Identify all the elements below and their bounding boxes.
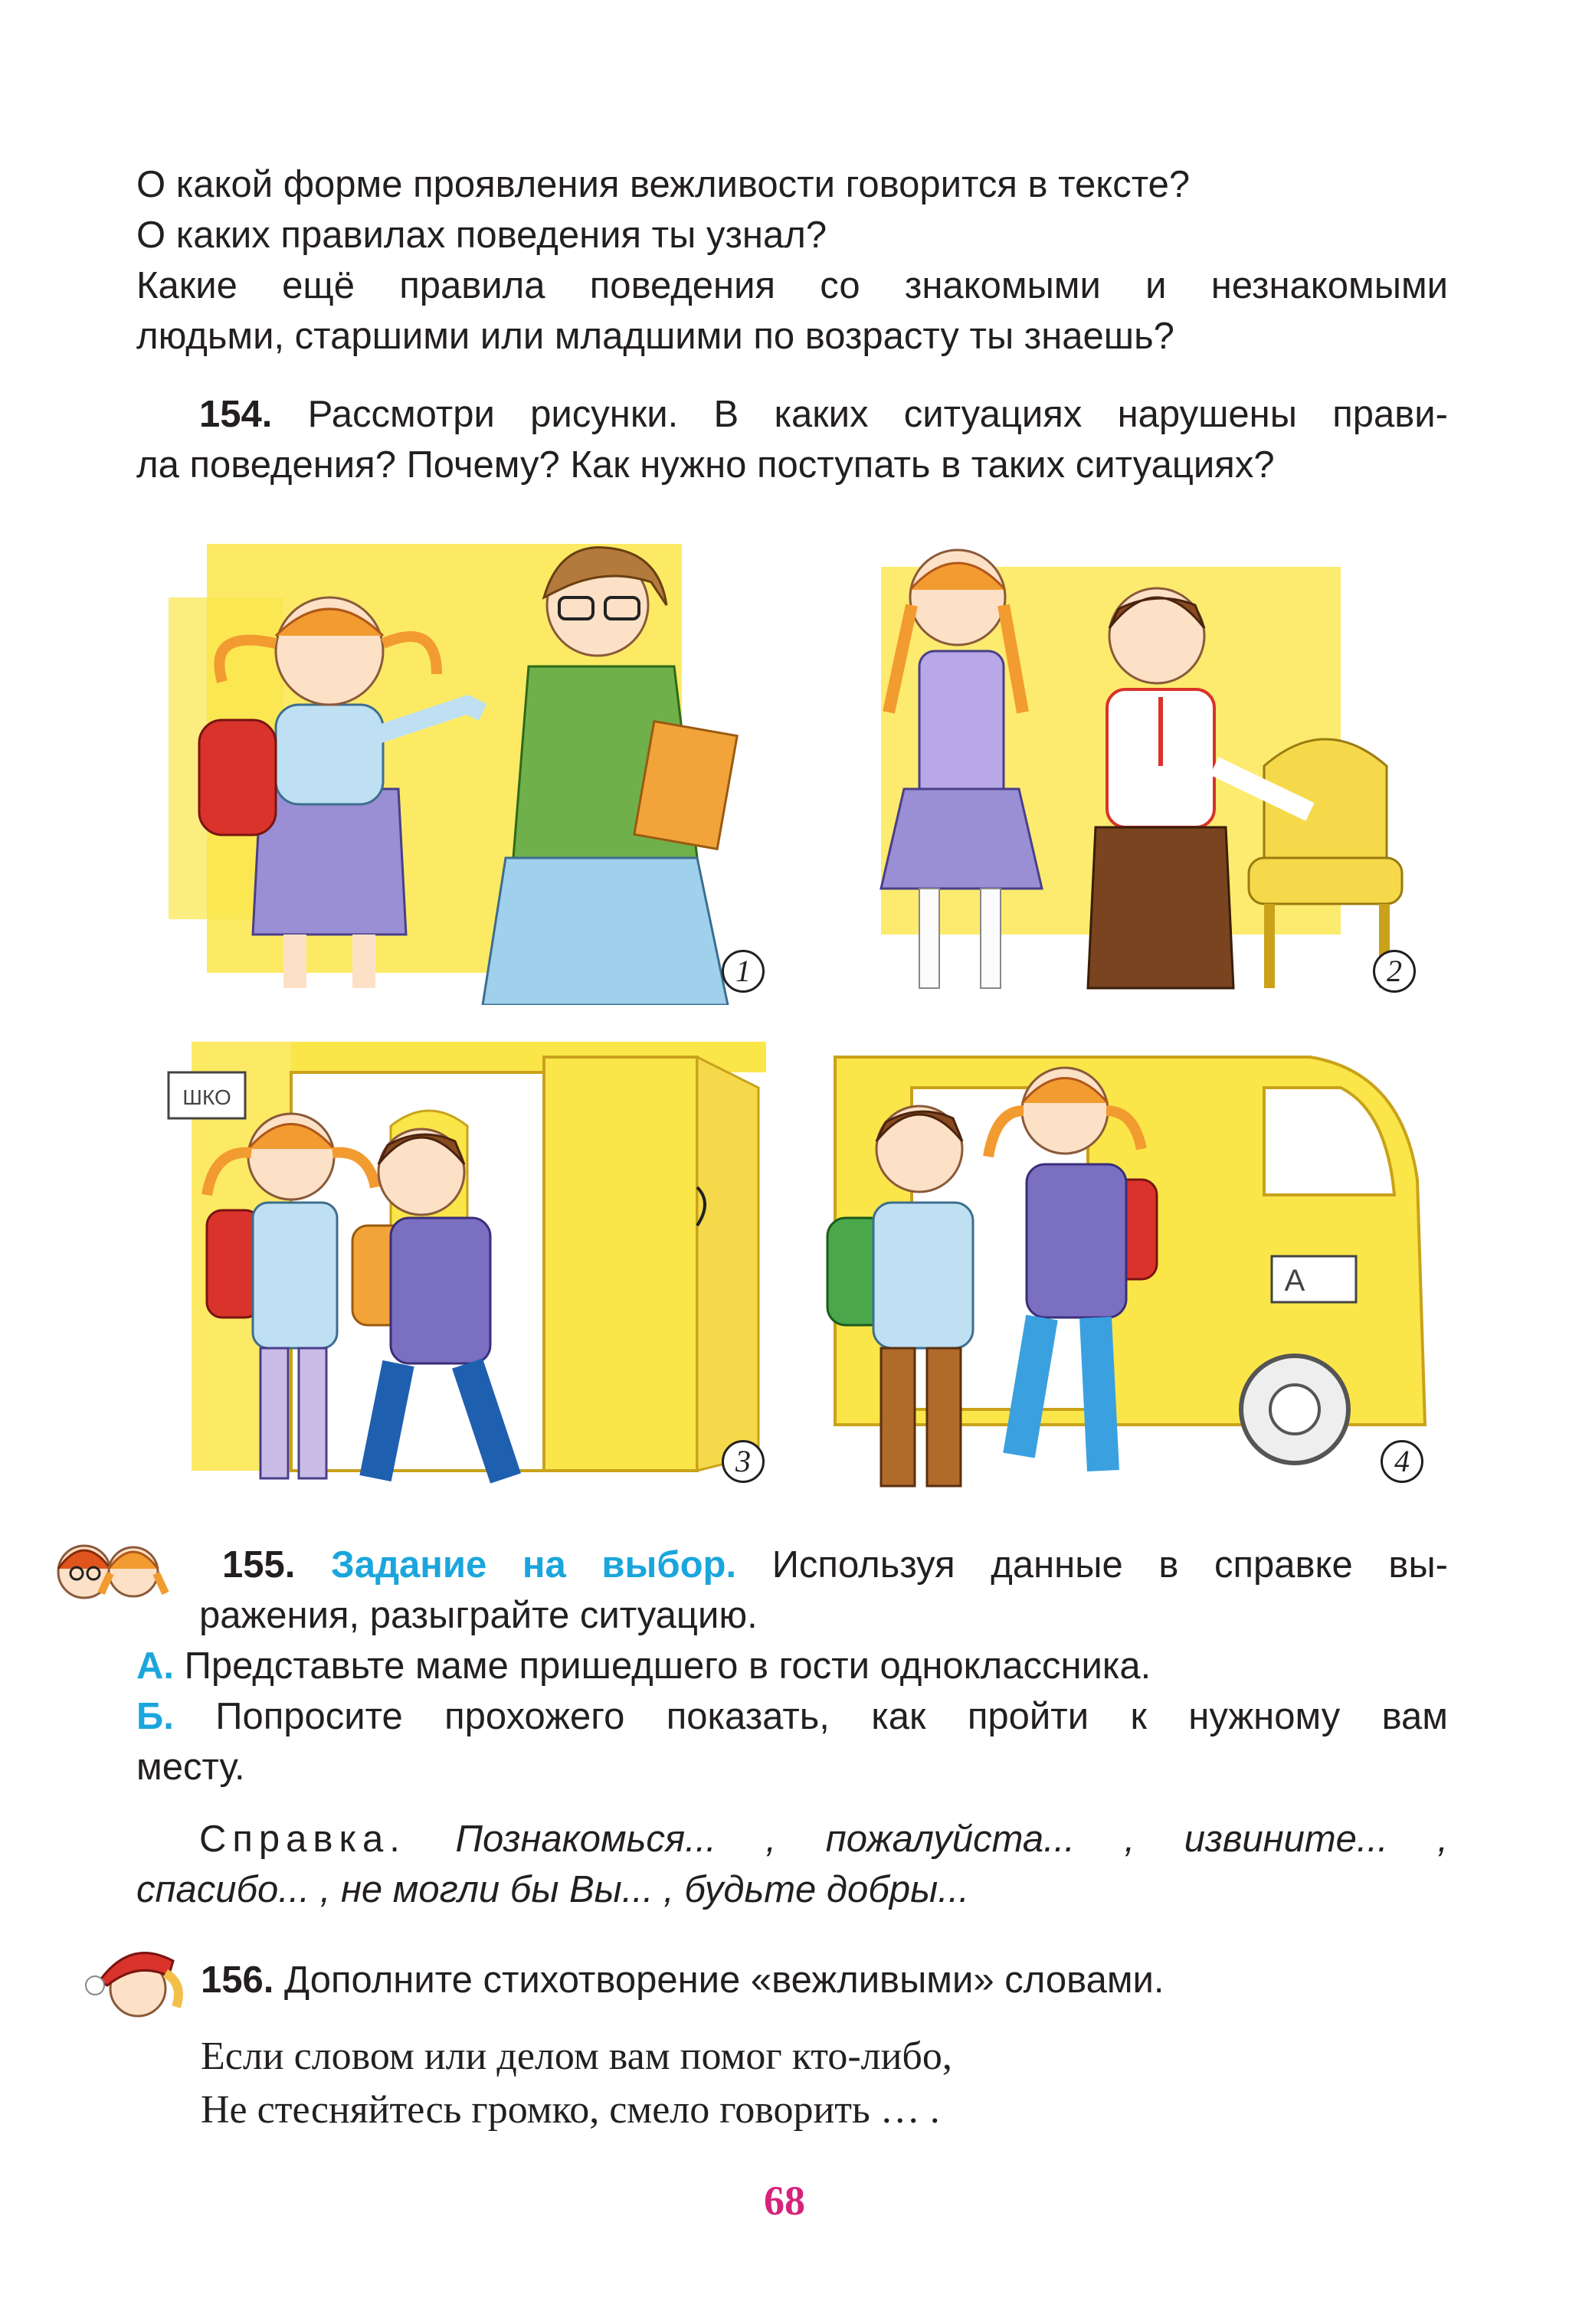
illustration-panel-4 bbox=[820, 1026, 1433, 1495]
panel-number-3: 3 bbox=[722, 1440, 765, 1483]
reference-label: Справка. bbox=[199, 1818, 406, 1860]
task-number: 154. bbox=[199, 394, 273, 435]
panel-number-2: 2 bbox=[1373, 950, 1416, 993]
task-154-line2: ла поведения? Почему? Как нужно поступать в таких ситуациях? bbox=[136, 444, 1275, 486]
question-line: О какой форме проявления вежливости говорится в тексте? bbox=[136, 164, 1191, 205]
reference-phrases: Познакомься... , пожалуйста... , извините... , bbox=[455, 1818, 1448, 1860]
option-b-continuation: месту. bbox=[136, 1746, 245, 1788]
reference-line2: спасибо... , не могли бы Вы... , будьте добры... bbox=[136, 1869, 969, 1910]
page-number: 68 bbox=[764, 2178, 805, 2224]
task-number: 155. bbox=[222, 1544, 296, 1586]
option-b-label: Б. bbox=[136, 1696, 174, 1737]
panel-number-1: 1 bbox=[722, 950, 765, 993]
question-line: О каких правилах поведения ты узнал? bbox=[136, 214, 827, 256]
poem-line: Не стесняйтесь громко, смело говорить … . bbox=[201, 2088, 940, 2132]
panel-number-4: 4 bbox=[1381, 1440, 1423, 1483]
task-156-line bbox=[201, 1955, 1442, 2005]
poem bbox=[201, 2030, 1512, 2137]
chair-figure bbox=[1249, 739, 1402, 988]
task-heading: Задание на выбор. bbox=[331, 1544, 737, 1586]
bus-sign: А bbox=[1284, 1264, 1305, 1298]
task-155 bbox=[136, 1540, 1448, 1792]
task-154 bbox=[136, 389, 1448, 490]
question-line: людьми, старшими или младшими по возрасту ты знаешь? bbox=[136, 316, 1174, 357]
illustration-panel-2 bbox=[835, 536, 1425, 1005]
illustration-panel-1 bbox=[146, 536, 804, 1005]
task-text: Дополните стихотворение «вежливыми» словами. bbox=[284, 1959, 1164, 2001]
reference-block bbox=[136, 1814, 1448, 1915]
option-b-text: Попросите прохожего показать, как пройти к нужному вам bbox=[215, 1696, 1448, 1737]
question-line: Какие ещё правила поведения со знакомыми и незнакомыми bbox=[136, 265, 1448, 306]
task-154-line1 bbox=[136, 389, 1448, 440]
poem-line: Если словом или делом вам помог кто-либо, bbox=[201, 2034, 952, 2078]
task-155-line2: ражения, разыграйте ситуацию. bbox=[199, 1595, 758, 1636]
task-155-line1 bbox=[136, 1540, 1448, 1590]
reference-line1 bbox=[136, 1814, 1448, 1864]
option-b bbox=[136, 1691, 1448, 1742]
girl-in-cap-mascot-icon bbox=[77, 1938, 192, 2022]
task-156 bbox=[201, 1955, 1442, 2005]
school-sign: ШКО bbox=[182, 1085, 231, 1109]
task-text: Используя данные в справке вы- bbox=[771, 1544, 1448, 1586]
questions-block bbox=[136, 159, 1448, 362]
option-a bbox=[136, 1641, 1448, 1691]
task-text: Рассмотри рисунки. В каких ситуациях нарушены прави- bbox=[307, 394, 1448, 435]
task-number: 156. bbox=[201, 1959, 274, 2001]
option-a-label: А. bbox=[136, 1645, 174, 1687]
option-a-text: Представьте маме пришедшего в гости одноклассника. bbox=[184, 1645, 1151, 1687]
illustration-panel-3 bbox=[146, 1026, 804, 1495]
